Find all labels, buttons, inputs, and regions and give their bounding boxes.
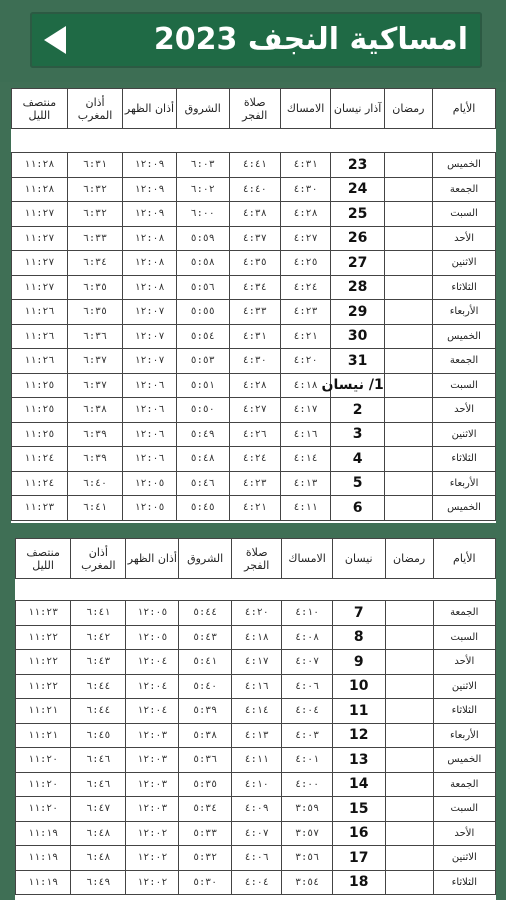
cell-date: 14 bbox=[332, 772, 385, 797]
cell-dhuhr: ١٢:٠٩ bbox=[123, 153, 176, 178]
cell-maghrib: ٦:٣١ bbox=[67, 153, 123, 178]
cell-date: 18 bbox=[332, 870, 385, 895]
cell-maghrib: ٦:٣٥ bbox=[67, 300, 123, 325]
cell-date: 11 bbox=[332, 699, 385, 724]
cell-dhuhr: ١٢:٠٢ bbox=[126, 846, 179, 871]
cell-date: 27 bbox=[331, 251, 384, 276]
cell-imsak: ٤:٣١ bbox=[280, 153, 331, 178]
cell-dhuhr: ١٢:٠٦ bbox=[123, 373, 176, 398]
cell-dhuhr: ١٢:٠٧ bbox=[123, 300, 176, 325]
cell-midnight: ١١:٢٨ bbox=[12, 177, 68, 202]
cell-ramadan bbox=[385, 870, 433, 895]
cell-imsak: ٤:١٣ bbox=[280, 471, 331, 496]
cell-sunrise: ٥:٥٩ bbox=[176, 226, 229, 251]
header-dhuhr: أذان الظهر bbox=[123, 89, 176, 129]
cell-fajr: ٤:١٦ bbox=[232, 674, 282, 699]
cell-ramadan bbox=[385, 699, 433, 724]
cell-dhuhr: ١٢:٠٥ bbox=[123, 471, 176, 496]
table-row bbox=[16, 650, 496, 675]
cell-ramadan bbox=[384, 226, 432, 251]
cell-date: 16 bbox=[332, 821, 385, 846]
cell-ramadan bbox=[384, 202, 432, 227]
cell-sunrise: ٥:٣٨ bbox=[179, 723, 232, 748]
cell-sunrise: ٥:٤٩ bbox=[176, 422, 229, 447]
cell-sunrise: ٥:٥٤ bbox=[176, 324, 229, 349]
table-row bbox=[12, 398, 496, 423]
header-ramadan: رمضان bbox=[385, 539, 433, 579]
cell-day: السبت bbox=[433, 202, 496, 227]
cell-ramadan bbox=[384, 349, 432, 374]
cell-day: الجمعة bbox=[433, 177, 496, 202]
cell-sunrise: ٥:٥١ bbox=[176, 373, 229, 398]
cell-imsak: ٤:٢٣ bbox=[280, 300, 331, 325]
cell-maghrib: ٦:٣٥ bbox=[67, 275, 123, 300]
cell-date: 9 bbox=[332, 650, 385, 675]
cell-date: 31 bbox=[331, 349, 384, 374]
cell-dhuhr: ١٢:٠٢ bbox=[126, 870, 179, 895]
cell-maghrib: ٦:٣٩ bbox=[67, 422, 123, 447]
cell-day: الاثنين bbox=[433, 251, 496, 276]
cell-dhuhr: ١٢:٠٨ bbox=[123, 226, 176, 251]
cell-sunrise: ٥:٤٥ bbox=[176, 496, 229, 521]
cell-ramadan bbox=[384, 422, 432, 447]
table-row bbox=[16, 797, 496, 822]
cell-fajr: ٤:٢٠ bbox=[232, 601, 282, 626]
cell-maghrib: ٦:٣٦ bbox=[67, 324, 123, 349]
cell-imsak: ٤:٠٠ bbox=[282, 772, 332, 797]
cell-imsak: ٣:٥٤ bbox=[282, 870, 332, 895]
cell-day: الأحد bbox=[433, 650, 495, 675]
cell-fajr: ٤:١٧ bbox=[232, 650, 282, 675]
cell-imsak: ٣:٥٧ bbox=[282, 821, 332, 846]
cell-fajr: ٤:٣٨ bbox=[229, 202, 280, 227]
cell-sunrise: ٥:٤٨ bbox=[176, 447, 229, 472]
cell-fajr: ٤:٣٤ bbox=[229, 275, 280, 300]
cell-ramadan bbox=[385, 821, 433, 846]
cell-day: الخميس bbox=[433, 748, 495, 773]
cell-date: 5 bbox=[331, 471, 384, 496]
cell-dhuhr: ١٢:٠٧ bbox=[123, 324, 176, 349]
cell-midnight: ١١:٢٥ bbox=[12, 398, 68, 423]
table-row bbox=[16, 723, 496, 748]
cell-fajr: ٤:٣٠ bbox=[229, 349, 280, 374]
cell-sunrise: ٦:٠٣ bbox=[176, 153, 229, 178]
table-row bbox=[16, 601, 496, 626]
cell-day: الأحد bbox=[433, 821, 495, 846]
header-day: الأيام bbox=[433, 89, 496, 129]
cell-sunrise: ٥:٥٥ bbox=[176, 300, 229, 325]
cell-day: الثلاثاء bbox=[433, 447, 496, 472]
cell-ramadan bbox=[385, 650, 433, 675]
cell-fajr: ٤:١٤ bbox=[232, 699, 282, 724]
cell-day: السبت bbox=[433, 625, 495, 650]
cell-imsak: ٤:٢٥ bbox=[280, 251, 331, 276]
header-maghrib: أذان المغرب bbox=[67, 89, 123, 129]
cell-sunrise: ٥:٣٣ bbox=[179, 821, 232, 846]
cell-maghrib: ٦:٤٨ bbox=[71, 846, 126, 871]
cell-midnight: ١١:٢٢ bbox=[16, 650, 71, 675]
table-row bbox=[16, 625, 496, 650]
cell-midnight: ١١:١٩ bbox=[16, 846, 71, 871]
cell-maghrib: ٦:٣٢ bbox=[67, 177, 123, 202]
cell-fajr: ٤:٢٦ bbox=[229, 422, 280, 447]
cell-imsak: ٤:٠٤ bbox=[282, 699, 332, 724]
cell-sunrise: ٥:٣٦ bbox=[179, 748, 232, 773]
cell-day: الثلاثاء bbox=[433, 699, 495, 724]
cell-maghrib: ٦:٤٠ bbox=[67, 471, 123, 496]
cell-day: الاثنين bbox=[433, 846, 495, 871]
cell-date: 15 bbox=[332, 797, 385, 822]
timetable-sheet-1 bbox=[11, 88, 496, 523]
header-midnight: منتصف الليل bbox=[16, 539, 71, 579]
cell-sunrise: ٥:٤٤ bbox=[179, 601, 232, 626]
cell-midnight: ١١:٢٢ bbox=[16, 674, 71, 699]
cell-date: 10 bbox=[332, 674, 385, 699]
cell-ramadan bbox=[384, 153, 432, 178]
cell-sunrise: ٥:٤٠ bbox=[179, 674, 232, 699]
cell-ramadan bbox=[385, 797, 433, 822]
cell-maghrib: ٦:٣٧ bbox=[67, 373, 123, 398]
cell-sunrise: ٥:٣٩ bbox=[179, 699, 232, 724]
cell-ramadan bbox=[385, 723, 433, 748]
table-row bbox=[16, 846, 496, 871]
cell-fajr: ٤:٠٧ bbox=[232, 821, 282, 846]
cell-imsak: ٤:١٨ bbox=[280, 373, 331, 398]
cell-fajr: ٤:٣٥ bbox=[229, 251, 280, 276]
header-ramadan: رمضان bbox=[384, 89, 432, 129]
cell-imsak: ٤:١٠ bbox=[282, 601, 332, 626]
cell-midnight: ١١:٢٤ bbox=[12, 447, 68, 472]
cell-midnight: ١١:٢٦ bbox=[12, 324, 68, 349]
header-day: الأيام bbox=[433, 539, 495, 579]
cell-ramadan bbox=[385, 772, 433, 797]
cell-ramadan bbox=[384, 447, 432, 472]
cell-fajr: ٤:١١ bbox=[232, 748, 282, 773]
cell-sunrise: ٦:٠٠ bbox=[176, 202, 229, 227]
cell-fajr: ٤:٣٣ bbox=[229, 300, 280, 325]
cell-date: 25 bbox=[331, 202, 384, 227]
cell-date: 17 bbox=[332, 846, 385, 871]
cell-maghrib: ٦:٣٧ bbox=[67, 349, 123, 374]
cell-fajr: ٤:٤٠ bbox=[229, 177, 280, 202]
cell-day: السبت bbox=[433, 373, 496, 398]
cell-dhuhr: ١٢:٠٩ bbox=[123, 177, 176, 202]
cell-fajr: ٤:٣١ bbox=[229, 324, 280, 349]
cell-dhuhr: ١٢:٠٣ bbox=[126, 797, 179, 822]
cell-ramadan bbox=[384, 300, 432, 325]
cell-sunrise: ٥:٤١ bbox=[179, 650, 232, 675]
cell-maghrib: ٦:٤١ bbox=[71, 601, 126, 626]
cell-sunrise: ٥:٥٣ bbox=[176, 349, 229, 374]
cell-midnight: ١١:٢٧ bbox=[12, 275, 68, 300]
cell-fajr: ٤:٢٧ bbox=[229, 398, 280, 423]
cell-ramadan bbox=[385, 601, 433, 626]
cell-ramadan bbox=[384, 496, 432, 521]
cell-dhuhr: ١٢:٠٧ bbox=[123, 349, 176, 374]
table-row bbox=[16, 699, 496, 724]
table-row bbox=[16, 674, 496, 699]
cell-ramadan bbox=[384, 373, 432, 398]
header-sunrise: الشروق bbox=[179, 539, 232, 579]
cell-date: 12 bbox=[332, 723, 385, 748]
cell-fajr: ٤:٢٤ bbox=[229, 447, 280, 472]
cell-date: 4 bbox=[331, 447, 384, 472]
spacer-row bbox=[12, 129, 496, 153]
cell-imsak: ٤:٢١ bbox=[280, 324, 331, 349]
cell-imsak: ٤:٠٧ bbox=[282, 650, 332, 675]
table-row bbox=[16, 821, 496, 846]
timetable-1 bbox=[11, 88, 496, 521]
cell-dhuhr: ١٢:٠٥ bbox=[126, 601, 179, 626]
cell-maghrib: ٦:٣٤ bbox=[67, 251, 123, 276]
table-row bbox=[12, 177, 496, 202]
cell-ramadan bbox=[385, 748, 433, 773]
cell-maghrib: ٦:٤١ bbox=[67, 496, 123, 521]
cell-date: 13 bbox=[332, 748, 385, 773]
header-dhuhr: أذان الظهر bbox=[126, 539, 179, 579]
cell-imsak: ٤:٠٦ bbox=[282, 674, 332, 699]
cell-midnight: ١١:٢٦ bbox=[12, 300, 68, 325]
cell-imsak: ٤:٠٨ bbox=[282, 625, 332, 650]
cell-sunrise: ٥:٣٥ bbox=[179, 772, 232, 797]
cell-date: 30 bbox=[331, 324, 384, 349]
cell-date: 28 bbox=[331, 275, 384, 300]
cell-day: الأربعاء bbox=[433, 300, 496, 325]
cell-dhuhr: ١٢:٠٥ bbox=[126, 625, 179, 650]
cell-day: الجمعة bbox=[433, 601, 495, 626]
cell-fajr: ٤:٠٩ bbox=[232, 797, 282, 822]
cell-ramadan bbox=[384, 324, 432, 349]
table-row bbox=[16, 772, 496, 797]
table-row bbox=[12, 324, 496, 349]
cell-day: الاثنين bbox=[433, 422, 496, 447]
cell-midnight: ١١:٢٧ bbox=[12, 202, 68, 227]
cell-date: 7 bbox=[332, 601, 385, 626]
table-row bbox=[12, 275, 496, 300]
cell-date: 1/ نيسان bbox=[331, 373, 384, 398]
cell-dhuhr: ١٢:٠٣ bbox=[126, 748, 179, 773]
cell-imsak: ٤:٠٣ bbox=[282, 723, 332, 748]
cell-sunrise: ٥:٤٦ bbox=[176, 471, 229, 496]
spacer-row bbox=[16, 579, 496, 601]
cell-date: 26 bbox=[331, 226, 384, 251]
title-banner bbox=[30, 12, 482, 68]
cell-day: السبت bbox=[433, 797, 495, 822]
cell-imsak: ٤:١١ bbox=[280, 496, 331, 521]
cell-imsak: ٤:١٧ bbox=[280, 398, 331, 423]
header-sunrise: الشروق bbox=[176, 89, 229, 129]
page-title: امساكية النجف 2023 bbox=[153, 22, 468, 57]
cell-dhuhr: ١٢:٠٦ bbox=[123, 422, 176, 447]
cell-midnight: ١١:٢٣ bbox=[12, 496, 68, 521]
cell-sunrise: ٥:٣٠ bbox=[179, 870, 232, 895]
cell-maghrib: ٦:٤٦ bbox=[71, 748, 126, 773]
cell-maghrib: ٦:٣٢ bbox=[67, 202, 123, 227]
cell-maghrib: ٦:٤٧ bbox=[71, 797, 126, 822]
cell-maghrib: ٦:٤٥ bbox=[71, 723, 126, 748]
cell-fajr: ٤:١٠ bbox=[232, 772, 282, 797]
cell-date: 23 bbox=[331, 153, 384, 178]
cell-day: الأحد bbox=[433, 398, 496, 423]
cell-midnight: ١١:٢٠ bbox=[16, 797, 71, 822]
table-row bbox=[12, 202, 496, 227]
cell-dhuhr: ١٢:٠٩ bbox=[123, 202, 176, 227]
cell-sunrise: ٥:٣٢ bbox=[179, 846, 232, 871]
cell-date: 2 bbox=[331, 398, 384, 423]
cell-midnight: ١١:٢١ bbox=[16, 723, 71, 748]
cell-maghrib: ٦:٤٣ bbox=[71, 650, 126, 675]
cell-sunrise: ٥:٤٣ bbox=[179, 625, 232, 650]
cell-fajr: ٤:٢٣ bbox=[229, 471, 280, 496]
cell-maghrib: ٦:٤٩ bbox=[71, 870, 126, 895]
header-midnight: منتصف الليل bbox=[12, 89, 68, 129]
cell-maghrib: ٦:٤٤ bbox=[71, 699, 126, 724]
cell-dhuhr: ١٢:٠٤ bbox=[126, 674, 179, 699]
table-row bbox=[12, 153, 496, 178]
cell-ramadan bbox=[385, 674, 433, 699]
cell-fajr: ٤:١٨ bbox=[232, 625, 282, 650]
cell-imsak: ٤:٢٧ bbox=[280, 226, 331, 251]
cell-maghrib: ٦:٣٣ bbox=[67, 226, 123, 251]
cell-imsak: ٣:٥٦ bbox=[282, 846, 332, 871]
back-arrow-icon[interactable] bbox=[44, 26, 66, 54]
table-row bbox=[12, 349, 496, 374]
cell-fajr: ٤:٣٧ bbox=[229, 226, 280, 251]
cell-sunrise: ٥:٥٠ bbox=[176, 398, 229, 423]
cell-date: 29 bbox=[331, 300, 384, 325]
cell-fajr: ٤:٠٦ bbox=[232, 846, 282, 871]
cell-midnight: ١١:٢١ bbox=[16, 699, 71, 724]
cell-date: 6 bbox=[331, 496, 384, 521]
header-date: آذار نيسان bbox=[331, 89, 384, 129]
table-row bbox=[16, 748, 496, 773]
table-row bbox=[12, 251, 496, 276]
cell-fajr: ٤:٢٨ bbox=[229, 373, 280, 398]
cell-day: الأربعاء bbox=[433, 723, 495, 748]
cell-dhuhr: ١٢:٠٢ bbox=[126, 821, 179, 846]
table-row bbox=[12, 373, 496, 398]
cell-midnight: ١١:٢٣ bbox=[16, 601, 71, 626]
cell-dhuhr: ١٢:٠٣ bbox=[126, 772, 179, 797]
cell-ramadan bbox=[385, 625, 433, 650]
header-fajr: صلاة الفجر bbox=[232, 539, 282, 579]
cell-day: الجمعة bbox=[433, 349, 496, 374]
cell-midnight: ١١:٢٧ bbox=[12, 226, 68, 251]
cell-dhuhr: ١٢:٠٦ bbox=[123, 398, 176, 423]
cell-day: الثلاثاء bbox=[433, 870, 495, 895]
cell-imsak: ٤:٢٠ bbox=[280, 349, 331, 374]
cell-day: الأحد bbox=[433, 226, 496, 251]
cell-maghrib: ٦:٣٨ bbox=[67, 398, 123, 423]
cell-ramadan bbox=[384, 471, 432, 496]
cell-midnight: ١١:٢٨ bbox=[12, 153, 68, 178]
cell-midnight: ١١:٢٠ bbox=[16, 748, 71, 773]
cell-day: الخميس bbox=[433, 496, 496, 521]
cell-day: الخميس bbox=[433, 153, 496, 178]
cell-day: الاثنين bbox=[433, 674, 495, 699]
header-imsak: الامساك bbox=[280, 89, 331, 129]
table-row bbox=[12, 471, 496, 496]
cell-ramadan bbox=[384, 398, 432, 423]
cell-imsak: ٤:٢٨ bbox=[280, 202, 331, 227]
cell-date: 3 bbox=[331, 422, 384, 447]
cell-dhuhr: ١٢:٠٤ bbox=[126, 699, 179, 724]
cell-fajr: ٤:٠٤ bbox=[232, 870, 282, 895]
cell-fajr: ٤:٢١ bbox=[229, 496, 280, 521]
cell-maghrib: ٦:٤٦ bbox=[71, 772, 126, 797]
header-imsak: الامساك bbox=[282, 539, 332, 579]
header-fajr: صلاة الفجر bbox=[229, 89, 280, 129]
cell-midnight: ١١:٢٦ bbox=[12, 349, 68, 374]
cell-midnight: ١١:٢٠ bbox=[16, 772, 71, 797]
cell-maghrib: ٦:٤٨ bbox=[71, 821, 126, 846]
cell-day: الجمعة bbox=[433, 772, 495, 797]
cell-dhuhr: ١٢:٠٨ bbox=[123, 275, 176, 300]
cell-midnight: ١١:٢٤ bbox=[12, 471, 68, 496]
cell-day: الأربعاء bbox=[433, 471, 496, 496]
cell-dhuhr: ١٢:٠٤ bbox=[126, 650, 179, 675]
header-date: نيسان bbox=[332, 539, 385, 579]
table-row bbox=[12, 496, 496, 521]
cell-imsak: ٤:١٦ bbox=[280, 422, 331, 447]
cell-midnight: ١١:٢٥ bbox=[12, 422, 68, 447]
cell-midnight: ١١:١٩ bbox=[16, 870, 71, 895]
cell-dhuhr: ١٢:٠٣ bbox=[126, 723, 179, 748]
timetable-sheet-2 bbox=[15, 538, 496, 900]
cell-imsak: ٤:٢٤ bbox=[280, 275, 331, 300]
cell-ramadan bbox=[385, 846, 433, 871]
cell-midnight: ١١:٢٥ bbox=[12, 373, 68, 398]
cell-sunrise: ٥:٥٨ bbox=[176, 251, 229, 276]
cell-sunrise: ٦:٠٢ bbox=[176, 177, 229, 202]
table-row bbox=[12, 300, 496, 325]
cell-maghrib: ٦:٣٩ bbox=[67, 447, 123, 472]
cell-sunrise: ٥:٣٤ bbox=[179, 797, 232, 822]
cell-dhuhr: ١٢:٠٨ bbox=[123, 251, 176, 276]
cell-imsak: ٣:٥٩ bbox=[282, 797, 332, 822]
timetable-2 bbox=[15, 538, 496, 895]
cell-midnight: ١١:١٩ bbox=[16, 821, 71, 846]
table-row bbox=[12, 447, 496, 472]
cell-sunrise: ٥:٥٦ bbox=[176, 275, 229, 300]
table-row bbox=[16, 870, 496, 895]
cell-date: 8 bbox=[332, 625, 385, 650]
cell-imsak: ٤:٠١ bbox=[282, 748, 332, 773]
cell-maghrib: ٦:٤٢ bbox=[71, 625, 126, 650]
header-maghrib: أذان المغرب bbox=[71, 539, 126, 579]
cell-dhuhr: ١٢:٠٦ bbox=[123, 447, 176, 472]
cell-ramadan bbox=[384, 251, 432, 276]
cell-ramadan bbox=[384, 275, 432, 300]
cell-midnight: ١١:٢٧ bbox=[12, 251, 68, 276]
cell-dhuhr: ١٢:٠٥ bbox=[123, 496, 176, 521]
cell-day: الخميس bbox=[433, 324, 496, 349]
table-row bbox=[12, 422, 496, 447]
cell-ramadan bbox=[384, 177, 432, 202]
cell-maghrib: ٦:٤٤ bbox=[71, 674, 126, 699]
cell-fajr: ٤:١٣ bbox=[232, 723, 282, 748]
cell-imsak: ٤:٣٠ bbox=[280, 177, 331, 202]
header-bar bbox=[0, 0, 506, 82]
cell-midnight: ١١:٢٢ bbox=[16, 625, 71, 650]
cell-day: الثلاثاء bbox=[433, 275, 496, 300]
cell-fajr: ٤:٤١ bbox=[229, 153, 280, 178]
table-row bbox=[12, 226, 496, 251]
cell-date: 24 bbox=[331, 177, 384, 202]
cell-imsak: ٤:١٤ bbox=[280, 447, 331, 472]
